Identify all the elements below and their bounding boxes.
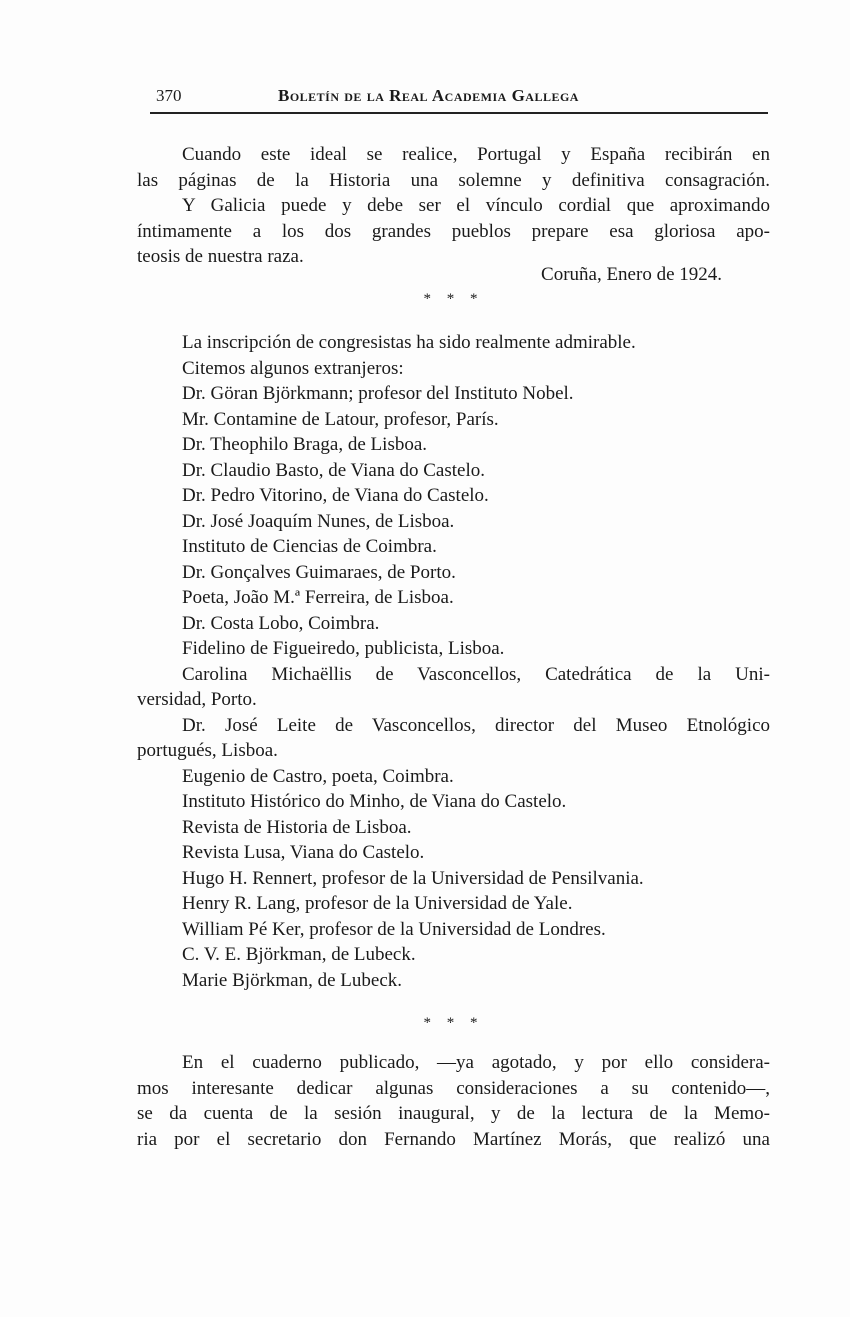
text-line: Cuando este ideal se realice, Portugal y España recibirán en bbox=[182, 144, 770, 165]
text-line: En el cuaderno publicado, —ya agotado, y por ello considera- bbox=[182, 1052, 770, 1073]
list-item: William Pé Ker, profesor de la Universidad de Londres. bbox=[182, 918, 606, 940]
header-rule bbox=[150, 112, 768, 114]
section-separator: * * * bbox=[423, 291, 484, 307]
list-item: Dr. Claudio Basto, de Viana do Castelo. bbox=[182, 459, 485, 481]
list-item: Dr. José Leite de Vasconcellos, director del Museo Etnológico bbox=[182, 714, 770, 736]
list-item: Hugo H. Rennert, profesor de la Universidad de Pensilvania. bbox=[182, 867, 644, 889]
list-item: Instituto de Ciencias de Coimbra. bbox=[182, 536, 437, 557]
congress-list bbox=[137, 330, 770, 1037]
list-item: Marie Björkman, de Lubeck. bbox=[182, 969, 403, 991]
list-item: Dr. José Joaquím Nunes, de Lisboa. bbox=[182, 510, 455, 532]
text-line: teosis de nuestra raza. bbox=[137, 246, 304, 267]
text-line: ria por el secretario don Fernando Martínez Morás, que realizó una bbox=[137, 1128, 770, 1150]
list-item: Instituto Histórico do Minho, de Viana do Castelo. bbox=[182, 791, 567, 812]
section-separator: * * * bbox=[423, 1015, 484, 1031]
list-item: Dr. Gonçalves Guimaraes, de Porto. bbox=[182, 561, 456, 583]
text-line: Y Galicia puede y debe ser el vínculo cordial que aproximando bbox=[182, 195, 770, 216]
text-line: se da cuenta de la sesión inaugural, y de la lectura de la Memo- bbox=[137, 1103, 770, 1124]
list-item: versidad, Porto. bbox=[137, 689, 257, 710]
list-item: C. V. E. Björkman, de Lubeck. bbox=[182, 944, 416, 965]
list-item: Revista de Historia de Lisboa. bbox=[182, 816, 412, 838]
text-line: las páginas de la Historia una solemne y definitiva consagración. bbox=[137, 169, 770, 191]
list-item: Poeta, João M.ª Ferreira, de Lisboa. bbox=[182, 587, 454, 608]
list-item: Carolina Michaëllis de Vasconcellos, Catedrática de la Uni- bbox=[182, 663, 770, 685]
list-item: Dr. Pedro Vitorino, de Viana do Castelo. bbox=[182, 485, 489, 506]
text-line: Citemos algunos extranjeros: bbox=[182, 357, 404, 379]
list-item: Revista Lusa, Viana do Castelo. bbox=[182, 842, 425, 863]
list-item: Henry R. Lang, profesor de la Universidad de Yale. bbox=[182, 893, 573, 914]
closing-paragraph bbox=[137, 1050, 770, 1152]
text-line: mos interesante dedicar algunas consideraciones a su contenido—, bbox=[137, 1077, 770, 1099]
signoff-date: Coruña, Enero de 1924. bbox=[541, 263, 722, 285]
intro-paragraph bbox=[137, 142, 770, 313]
page-number: 370 bbox=[156, 86, 182, 105]
list-item: Dr. Theophilo Braga, de Lisboa. bbox=[182, 434, 428, 455]
list-item: Dr. Göran Björkmann; profesor del Instituto Nobel. bbox=[182, 383, 574, 404]
list-item: Fidelino de Figueiredo, publicista, Lisboa. bbox=[182, 638, 505, 659]
list-item: Mr. Contamine de Latour, profesor, París. bbox=[182, 408, 499, 430]
list-item: Dr. Costa Lobo, Coimbra. bbox=[182, 612, 380, 634]
page-header bbox=[150, 86, 770, 112]
running-head: Boletín de la Real Academia Gallega bbox=[278, 86, 579, 105]
text-line: íntimamente a los dos grandes pueblos prepare esa gloriosa apo- bbox=[137, 220, 770, 242]
list-item: portugués, Lisboa. bbox=[137, 740, 278, 761]
list-item: Eugenio de Castro, poeta, Coimbra. bbox=[182, 765, 454, 787]
text-line: La inscripción de congresistas ha sido realmente admirable. bbox=[182, 332, 636, 353]
